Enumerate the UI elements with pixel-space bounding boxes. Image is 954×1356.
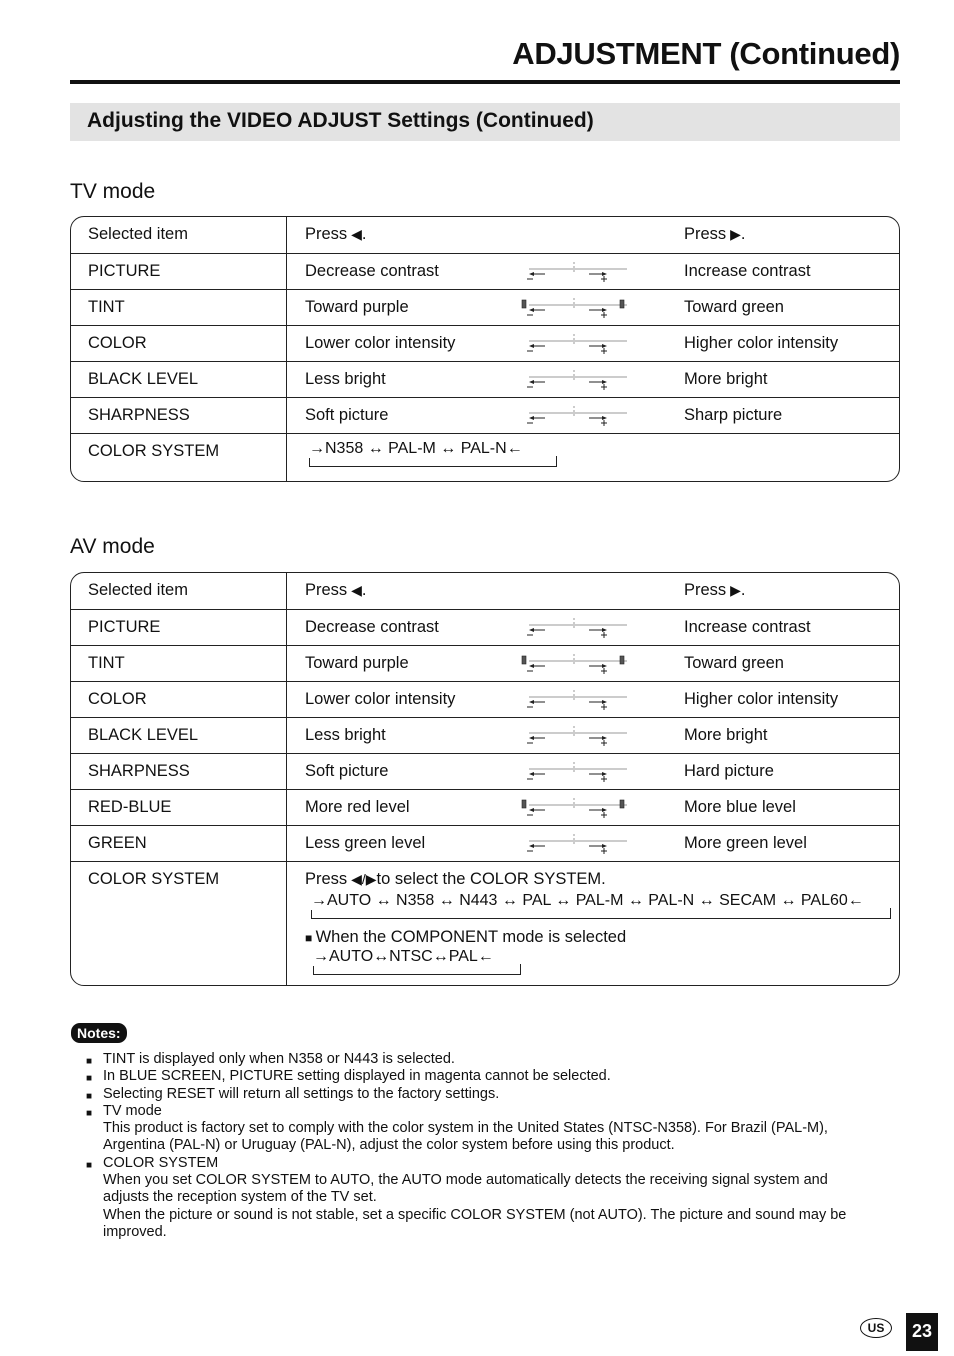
row-left-effect: Less bright <box>305 370 386 388</box>
color-system-option: NTSC <box>389 948 433 965</box>
row-right-effect: Toward green <box>684 654 784 672</box>
color-system-option: PAL <box>522 892 551 909</box>
table-row <box>71 253 899 289</box>
row-right-effect: Higher color intensity <box>684 334 839 352</box>
bullet-square-icon: ■ <box>86 1159 93 1171</box>
color-system-option: AUTO <box>329 948 374 965</box>
note-text: Selecting RESET will return all settings to the factory settings. <box>103 1085 500 1102</box>
left-right-triangle-icon: ◀/▶ <box>347 871 377 887</box>
press-left-header: Press ◀. <box>305 217 366 251</box>
row-item: COLOR <box>71 326 287 361</box>
instruction-text: to select the COLOR SYSTEM. <box>376 870 606 888</box>
table-row <box>71 789 899 825</box>
row-right-effect: More bright <box>684 370 768 388</box>
adjust-slider-icon <box>521 261 636 283</box>
arrow-icon: ← <box>506 440 523 457</box>
notes-badge: Notes: <box>71 1023 127 1043</box>
row-right-effect: Higher color intensity <box>684 690 839 708</box>
selected-item-header: Selected item <box>71 573 287 609</box>
table-row <box>71 717 899 753</box>
tv-mode-heading: TV mode <box>70 180 156 203</box>
row-item: RED-BLUE <box>71 790 287 825</box>
page-number: 23 <box>906 1313 938 1351</box>
bidirectional-arrow-icon: ↔ <box>694 892 720 909</box>
press-right-label: Press <box>684 225 727 243</box>
section-header-bar <box>70 103 900 141</box>
note-item <box>86 1155 876 1241</box>
av-mode-table <box>70 572 900 986</box>
row-left-effect: Lower color intensity <box>305 690 456 708</box>
row-left-effect: Lower color intensity <box>305 334 456 352</box>
adjust-slider-icon <box>521 761 636 783</box>
row-right-effect: More bright <box>684 726 768 744</box>
row-item: TINT <box>71 646 287 681</box>
color-system-option: N358 <box>325 440 364 457</box>
color-system-instruction <box>305 862 606 896</box>
adjust-slider-icon <box>521 653 636 675</box>
note-item <box>86 1086 876 1103</box>
row-right-effect: More green level <box>684 834 807 852</box>
row-item: COLOR SYSTEM <box>71 862 287 985</box>
adjust-slider-icon <box>521 689 636 711</box>
color-system-option: PAL <box>448 948 478 965</box>
row-right-effect: Toward green <box>684 298 784 316</box>
bidirectional-arrow-icon: ↔ <box>497 892 523 909</box>
press-left-label: Press <box>305 225 348 243</box>
instruction-text: Press <box>305 870 348 888</box>
table-row <box>71 397 899 433</box>
note-text: COLOR SYSTEM When you set COLOR SYSTEM to AUTO, the AUTO mode automatically detects the receiving signal system and adjusts the reception system of the TV set. When the picture or sound is not stable, set a specific COLOR SYSTEM (not AUTO). The picture and sound may be improved. <box>103 1154 847 1240</box>
left-triangle-icon: ◀ <box>347 582 362 598</box>
row-item: BLACK LEVEL <box>71 362 287 397</box>
row-item: PICTURE <box>71 254 287 289</box>
row-item: COLOR SYSTEM <box>71 434 287 481</box>
color-system-row <box>71 861 899 985</box>
color-system-cycle <box>309 440 523 458</box>
row-left-effect: Less green level <box>305 834 426 852</box>
tv-mode-table <box>70 216 900 482</box>
table-row <box>71 681 899 717</box>
color-system-option: N358 <box>396 892 435 909</box>
bidirectional-arrow-icon: ↔ <box>623 892 649 909</box>
row-item: PICTURE <box>71 610 287 645</box>
note-text: TINT is displayed only when N358 or N443 is selected. <box>103 1051 455 1067</box>
note-item <box>86 1068 876 1085</box>
color-system-option: PAL-N <box>648 892 695 909</box>
row-left-effect: Soft picture <box>305 406 389 424</box>
bidirectional-arrow-icon: ↔ <box>371 892 397 909</box>
row-left-effect: Toward purple <box>305 298 409 316</box>
bullet-square-icon: ■ <box>86 1107 93 1119</box>
row-right-effect: Hard picture <box>684 762 774 780</box>
section-title: Adjusting the VIDEO ADJUST Settings (Continued) <box>87 109 594 132</box>
bidirectional-arrow-icon: ↔ <box>435 440 461 457</box>
table-row <box>71 645 899 681</box>
arrow-icon: → <box>309 440 325 457</box>
bullet-square-icon: ■ <box>86 1073 93 1085</box>
row-left-effect: Decrease contrast <box>305 262 439 280</box>
row-right-effect: Increase contrast <box>684 262 811 280</box>
row-item: SHARPNESS <box>71 754 287 789</box>
press-right-header: Press ▶. <box>684 573 745 607</box>
arrow-icon: ← <box>847 892 864 909</box>
press-right-label: Press <box>684 581 727 599</box>
arrow-icon: ← <box>477 948 494 965</box>
row-left-effect: Decrease contrast <box>305 618 439 636</box>
row-left-effect: Toward purple <box>305 654 409 672</box>
color-system-option: PAL-M <box>388 440 436 457</box>
color-system-cycle <box>313 948 494 966</box>
adjust-slider-icon <box>521 797 636 819</box>
right-triangle-icon: ▶ <box>726 226 741 242</box>
table-row <box>71 609 899 645</box>
press-left-label: Press <box>305 581 348 599</box>
av-mode-heading: AV mode <box>70 535 155 558</box>
color-system-option: AUTO <box>327 892 372 909</box>
adjust-slider-icon <box>521 833 636 855</box>
adjust-slider-icon <box>521 405 636 427</box>
table-row <box>71 753 899 789</box>
bidirectional-arrow-icon: ↔ <box>432 948 449 965</box>
bullet-square-icon: ■ <box>86 1056 93 1067</box>
row-item: TINT <box>71 290 287 325</box>
color-system-option: SECAM <box>719 892 777 909</box>
press-right-header: Press ▶. <box>684 217 745 251</box>
note-item <box>86 1051 876 1068</box>
row-item: SHARPNESS <box>71 398 287 433</box>
color-system-option: N443 <box>459 892 498 909</box>
bullet-square-icon: ■ <box>305 931 316 945</box>
selected-item-header: Selected item <box>71 217 287 253</box>
note-text: In BLUE SCREEN, PICTURE setting displayed in magenta cannot be selected. <box>103 1068 611 1085</box>
row-right-effect: More blue level <box>684 798 796 816</box>
arrow-icon: → <box>313 948 329 965</box>
table-header-row <box>71 573 899 609</box>
page-title: ADJUSTMENT (Continued) <box>512 36 900 71</box>
bullet-square-icon: ■ <box>86 1090 93 1102</box>
color-system-cycle <box>311 892 864 910</box>
row-item: BLACK LEVEL <box>71 718 287 753</box>
press-left-header: Press ◀. <box>305 573 366 607</box>
color-system-option: PAL60 <box>800 892 848 909</box>
row-right-effect: Increase contrast <box>684 618 811 636</box>
bidirectional-arrow-icon: ↔ <box>776 892 801 909</box>
table-row <box>71 289 899 325</box>
bidirectional-arrow-icon: ↔ <box>550 892 576 909</box>
row-item: COLOR <box>71 682 287 717</box>
adjust-slider-icon <box>521 617 636 639</box>
adjust-slider-icon <box>521 369 636 391</box>
table-row <box>71 825 899 861</box>
color-system-option: PAL-M <box>575 892 624 909</box>
table-header-row <box>71 217 899 253</box>
region-badge: US <box>860 1318 892 1338</box>
adjust-slider-icon <box>521 297 636 319</box>
adjust-slider-icon <box>521 333 636 355</box>
arrow-icon: → <box>311 892 327 909</box>
color-system-row <box>71 433 899 481</box>
bidirectional-arrow-icon: ↔ <box>434 892 460 909</box>
table-row <box>71 361 899 397</box>
note-text: TV mode This product is factory set to comply with the color system in the United States (NTSC-N358). For Brazil (PAL-M), Argentina (PAL-N) or Uruguay (PAL-N), adjust the color system before using this product. <box>103 1102 828 1154</box>
notes-list <box>86 1051 876 1241</box>
color-system-option: PAL-N <box>460 440 507 457</box>
row-item: GREEN <box>71 826 287 861</box>
right-triangle-icon: ▶ <box>726 582 741 598</box>
note-item <box>86 1103 876 1155</box>
row-left-effect: More red level <box>305 798 410 816</box>
adjust-slider-icon <box>521 725 636 747</box>
row-left-effect: Less bright <box>305 726 386 744</box>
title-rule <box>70 80 900 84</box>
table-row <box>71 325 899 361</box>
component-note-text: When the COMPONENT mode is selected <box>315 928 627 946</box>
row-left-effect: Soft picture <box>305 762 389 780</box>
bidirectional-arrow-icon: ↔ <box>363 440 389 457</box>
bidirectional-arrow-icon: ↔ <box>373 948 390 965</box>
row-right-effect: Sharp picture <box>684 406 783 424</box>
left-triangle-icon: ◀ <box>347 226 362 242</box>
